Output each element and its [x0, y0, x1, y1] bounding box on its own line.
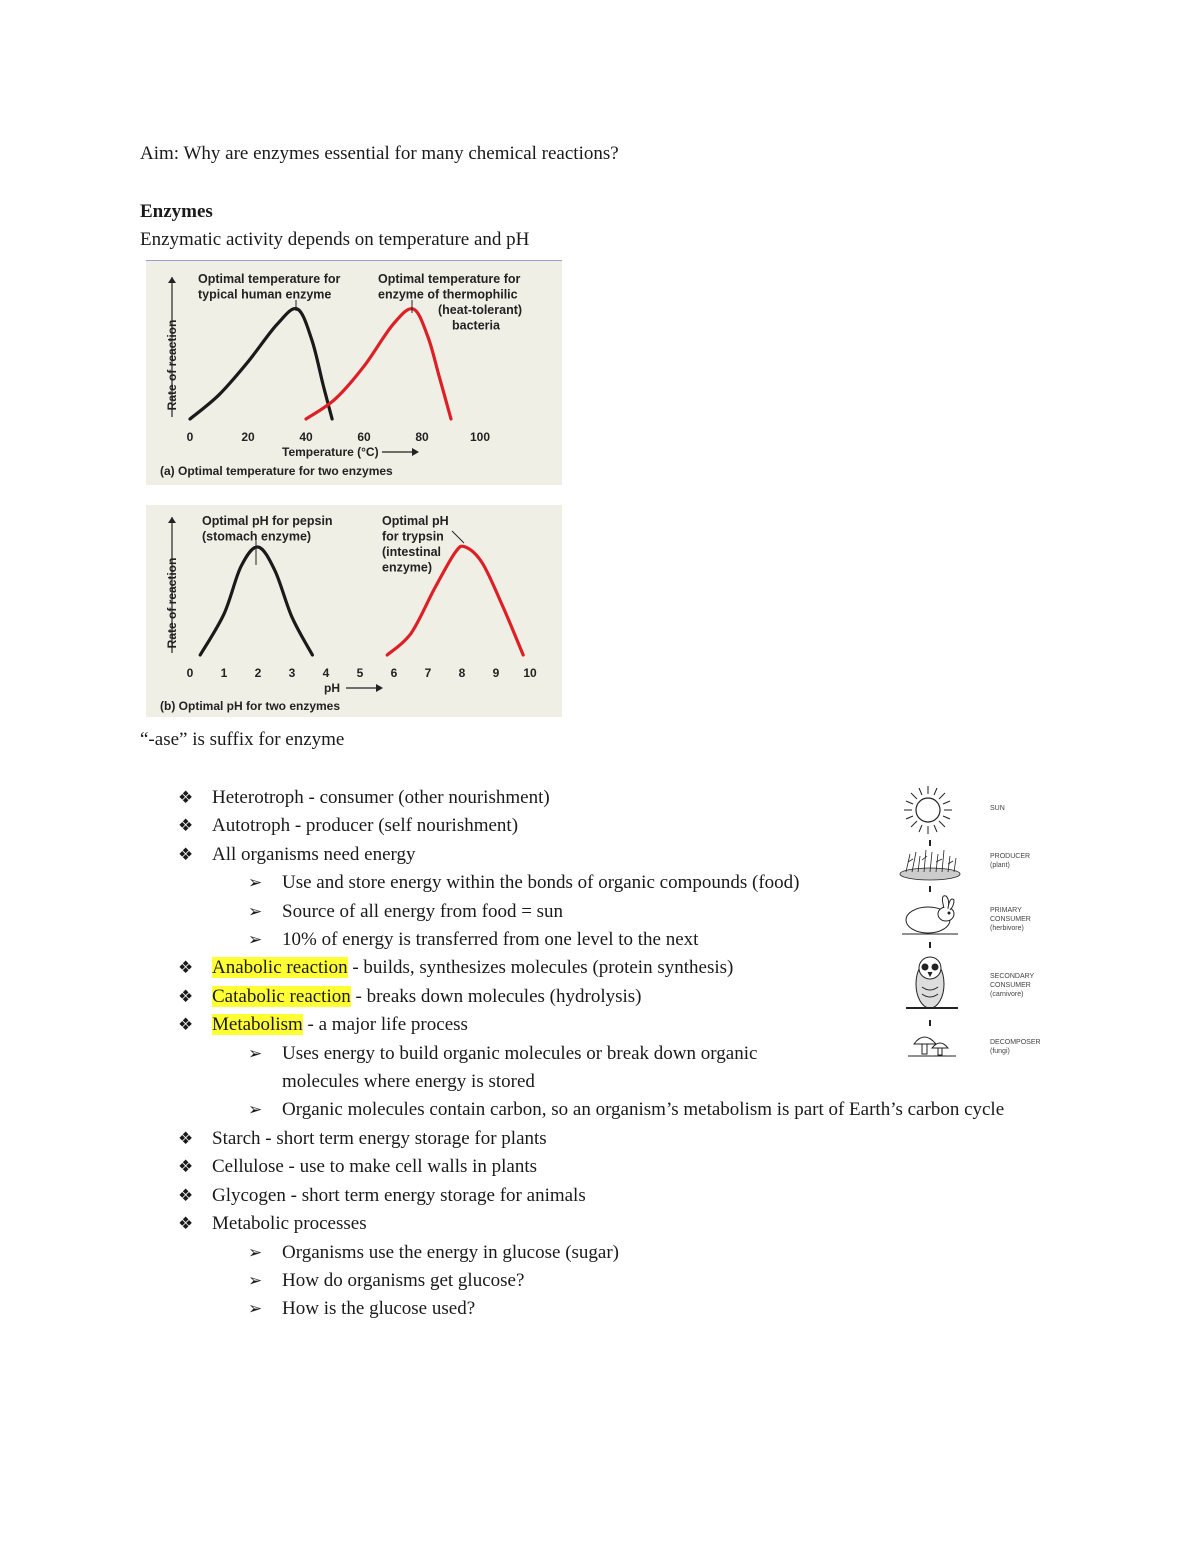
bullet-diamond-icon: ❖ — [178, 1015, 194, 1035]
x-tick-label: 3 — [288, 666, 296, 680]
suffix-note: “-ase” is suffix for enzyme — [140, 729, 345, 750]
sub-list-item-text: Source of all energy from food = sun — [282, 900, 564, 922]
list-item-text: - breaks down molecules (hydrolysis) — [350, 985, 642, 1007]
bullet-arrow-icon: ➢ — [248, 1242, 263, 1262]
x-axis-label: pH — [324, 681, 340, 695]
mushroom-icon — [908, 1037, 956, 1056]
x-tick-label: 2 — [254, 666, 262, 680]
arrow-icon — [929, 886, 931, 892]
section-subheading: Enzymatic activity depends on temperature and pH — [140, 229, 530, 250]
sub-list-item — [212, 1267, 1062, 1295]
x-tick-label: 1 — [220, 666, 228, 680]
list-item-text: Glycogen - short term energy storage for animals — [212, 1184, 586, 1206]
sub-list-item — [212, 869, 982, 897]
x-tick-label: 40 — [299, 430, 313, 444]
chart-title: (b) Optimal pH for two enzymes — [160, 699, 341, 713]
list-item-text: All organisms need energy — [212, 843, 416, 865]
annotation-text: Optimal temperature for — [198, 272, 341, 286]
ph-chart-svg — [146, 505, 562, 717]
annotation-text: enzyme) — [382, 560, 433, 575]
x-tick-label: 8 — [458, 666, 466, 680]
rabbit-icon — [902, 896, 958, 934]
bullet-diamond-icon: ❖ — [178, 788, 194, 807]
annotation-text: (heat-tolerant) — [438, 303, 523, 317]
annotation-text: Optimal temperature for — [378, 272, 521, 286]
chart-title: (a) Optimal temperature for two enzymes — [160, 464, 393, 478]
list-item-text: Autotroph - producer (self nourishment) — [212, 815, 519, 837]
list-item-line — [0, 1210, 1072, 1238]
sub-list-item — [212, 1295, 1062, 1323]
food-chain-sublabel: (herbivore) — [990, 925, 1024, 932]
food-chain-label: CONSUMER — [990, 982, 1031, 989]
list-item — [0, 1182, 1072, 1210]
annotation-text: for trypsin — [382, 529, 444, 544]
food-chain-sublabel: (fungi) — [990, 1048, 1010, 1055]
list-item — [0, 1210, 1072, 1324]
list-item-text: - a major life process — [302, 1014, 468, 1036]
bullet-diamond-icon: ❖ — [178, 1128, 194, 1148]
sub-list-item-text: How do organisms get glucose? — [282, 1269, 525, 1291]
food-chain-label: PRODUCER — [990, 853, 1031, 860]
y-axis-label: Rate of reaction — [165, 319, 179, 411]
list-item-text: Heterotroph - consumer (other nourishment) — [212, 787, 550, 808]
sub-list-item-text: Organic molecules contain carbon, so an organism’s metabolism is part of Earth’s carbon cycle — [282, 1099, 1005, 1121]
x-axis-arrowhead — [376, 684, 383, 692]
bullet-diamond-icon: ❖ — [178, 986, 194, 1006]
sub-list-item-text: 10% of energy is transferred from one level to the next — [282, 929, 699, 951]
y-axis-label: Rate of reaction — [165, 557, 179, 649]
y-axis-arrowhead — [168, 277, 176, 283]
annotation-text: (stomach enzyme) — [202, 529, 312, 544]
bullet-diamond-icon: ❖ — [178, 1157, 194, 1177]
annotation-text: Optimal pH — [382, 514, 449, 528]
ph-chart — [146, 505, 562, 717]
sub-list — [0, 1239, 1072, 1324]
highlighted-term: Anabolic reaction — [212, 957, 348, 979]
annotation-text: typical human enzyme — [198, 287, 332, 302]
list-item-text: Metabolic processes — [212, 1213, 367, 1235]
x-tick-label: 0 — [186, 430, 194, 444]
arrow-icon — [929, 1020, 931, 1026]
temperature-chart — [146, 260, 562, 485]
food-chain-sublabel: (carnivore) — [990, 991, 1024, 998]
list-item — [0, 1153, 1072, 1181]
food-chain-label: SUN — [990, 805, 1005, 812]
arrow-icon — [929, 840, 931, 846]
sub-list-item — [212, 1096, 1072, 1124]
food-chain-sublabel: (plant) — [990, 862, 1010, 869]
highlighted-term: Metabolism — [212, 1014, 303, 1036]
list-item-text: - builds, synthesizes molecules (protein synthesis) — [347, 957, 734, 979]
highlighted-term: Catabolic reaction — [212, 985, 351, 1007]
list-item-text: Starch - short term energy storage for plants — [212, 1127, 547, 1149]
sub-list-item — [212, 1040, 822, 1097]
food-chain-label: SECONDARY — [990, 973, 1035, 980]
bullet-arrow-icon: ➢ — [248, 1100, 263, 1120]
x-tick-label: 4 — [322, 666, 330, 680]
bullet-diamond-icon: ❖ — [178, 1214, 194, 1234]
x-tick-label: 10 — [523, 666, 537, 680]
bullet-arrow-icon: ➢ — [248, 901, 263, 921]
annotation-text: enzyme of thermophilic — [378, 287, 518, 302]
annotation-text: (intestinal — [382, 545, 442, 559]
x-tick-label: 9 — [492, 666, 500, 680]
x-tick-label: 6 — [390, 666, 398, 680]
x-tick-label: 0 — [186, 666, 194, 680]
aim-line: Aim: Why are enzymes essential for many chemical reactions? — [140, 143, 619, 164]
sub-list-item-text: Use and store energy within the bonds of organic compounds (food) — [282, 872, 800, 894]
sub-list-item-text: How is the glucose used? — [282, 1298, 476, 1320]
x-tick-label: 60 — [357, 430, 371, 444]
owl-icon — [906, 957, 958, 1008]
bullet-arrow-icon: ➢ — [248, 930, 263, 950]
x-axis-label: Temperature (°C) — [282, 445, 379, 459]
y-axis-arrowhead — [168, 517, 176, 523]
annotation-leader — [452, 531, 464, 543]
series-line-1 — [190, 309, 332, 419]
sun-icon — [904, 786, 952, 834]
bullet-diamond-icon: ❖ — [178, 958, 194, 978]
food-chain-figure — [892, 782, 1052, 1064]
sub-list-item — [212, 1239, 1062, 1267]
x-tick-label: 100 — [469, 430, 491, 444]
bullet-arrow-icon: ➢ — [248, 1299, 263, 1319]
x-axis-arrowhead — [412, 448, 419, 456]
bullet-arrow-icon: ➢ — [248, 873, 263, 893]
section-heading: Enzymes — [140, 201, 213, 222]
bullet-arrow-icon: ➢ — [248, 1043, 263, 1063]
sub-list-item-text: Uses energy to build organic molecules or break down organic molecules where energy is stored — [282, 1042, 758, 1093]
bullet-diamond-icon: ❖ — [178, 844, 194, 864]
list-item — [0, 1125, 1072, 1153]
x-tick-label: 7 — [424, 666, 432, 680]
x-tick-label: 5 — [356, 666, 364, 680]
annotation-text: Optimal pH for pepsin — [202, 514, 333, 528]
temperature-chart-svg — [146, 261, 562, 485]
annotation-text: bacteria — [452, 318, 500, 333]
list-item-text: Cellulose - use to make cell walls in plants — [212, 1156, 538, 1178]
bullet-diamond-icon: ❖ — [178, 1185, 194, 1205]
bullet-diamond-icon: ❖ — [178, 816, 194, 836]
food-chain-label: CONSUMER — [990, 916, 1031, 923]
bullet-arrow-icon: ➢ — [248, 1270, 263, 1290]
food-chain-label: DECOMPOSER — [990, 1039, 1041, 1046]
arrow-icon — [929, 942, 931, 948]
food-chain-label: PRIMARY — [990, 907, 1022, 914]
x-tick-label: 80 — [415, 430, 429, 444]
x-tick-label: 20 — [241, 430, 255, 444]
plant-icon — [900, 850, 960, 880]
sub-list-item-text: Organisms use the energy in glucose (sugar) — [282, 1241, 619, 1263]
